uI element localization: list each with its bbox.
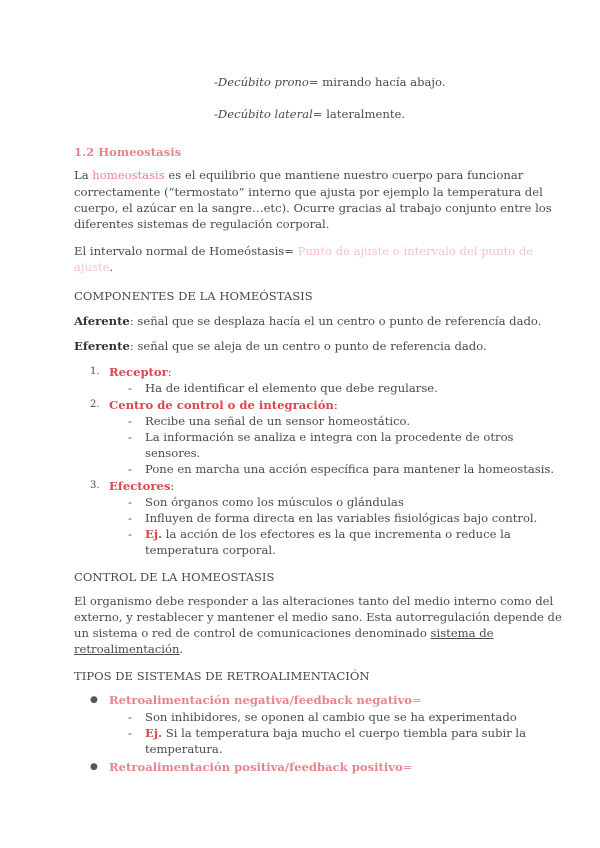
intervalo-term-1: Punto de ajuste o intervalo del punto de bbox=[297, 244, 534, 258]
negativo-example-text: Si la temperatura baja mucho el cuerpo tiembla para subir la bbox=[162, 726, 527, 740]
negativo-sub-1: Son inhibidores, se oponen al cambio que se ha experimentado bbox=[145, 710, 517, 724]
decubito-prono-text: = mirando hacía abajo. bbox=[308, 75, 446, 89]
efectores-sub-1: Son órganos como los músculos o glándulas bbox=[145, 495, 404, 509]
control-line-1: El organismo debe responder a las alteraciones tanto del medio interno como del bbox=[74, 594, 554, 608]
negativo-line bbox=[109, 692, 422, 708]
efectores-title: Efectores bbox=[109, 479, 171, 493]
positivo-eq: = bbox=[402, 760, 413, 774]
positivo-line bbox=[109, 759, 412, 775]
receptor-colon: : bbox=[167, 365, 172, 379]
efectores-example-line bbox=[145, 526, 511, 542]
control-line3-text: un sistema o red de control de comunicaciones denominado bbox=[74, 626, 431, 640]
intervalo-end: . bbox=[109, 260, 114, 274]
aferente-term: Aferente bbox=[74, 314, 130, 328]
control-heading: CONTROL DE LA HOMEOSTASIS bbox=[74, 570, 275, 584]
example-text-1: la acción de los efectores es la que incrementa o reduce la bbox=[162, 527, 511, 541]
control-line-4 bbox=[74, 641, 183, 657]
negativo-example-line-2: temperatura. bbox=[145, 742, 223, 756]
list-number-1: 1. bbox=[90, 366, 100, 377]
intro-line-1 bbox=[74, 167, 523, 183]
intro-line-2: correctamente (“termostato” interno que ajusta por ejemplo la temperatura del bbox=[74, 185, 543, 199]
dash: - bbox=[128, 495, 132, 509]
decubito-prono-line bbox=[214, 74, 445, 90]
negativo-title: Retroalimentación negativa/feedback negativo bbox=[109, 693, 413, 707]
centro-sub-2: La información se analiza e integra con la procedente de otros bbox=[145, 430, 514, 444]
centro-colon: : bbox=[333, 398, 338, 412]
negativo-eq: = bbox=[412, 693, 422, 707]
intervalo-line-1 bbox=[74, 243, 533, 259]
intervalo-text: El intervalo normal de Homeóstasis= bbox=[74, 244, 298, 258]
receptor-line bbox=[109, 364, 172, 380]
eferente-line bbox=[74, 338, 487, 354]
control-line-3 bbox=[74, 625, 494, 641]
intro-line-3: cuerpo, el azúcar en la sangre…etc). Ocurre gracias al trabajo conjunto entre los bbox=[74, 201, 552, 215]
dash: - bbox=[128, 527, 132, 541]
section-heading: 1.2 Homeostasis bbox=[74, 145, 182, 159]
centro-sub-3: Pone en marcha una acción específica para mantener la homeostasis. bbox=[145, 462, 555, 476]
eferente-term: Eferente bbox=[74, 339, 130, 353]
decubito-lateral-line bbox=[214, 106, 405, 122]
efectores-example-line-2: temperatura corporal. bbox=[145, 543, 276, 557]
dash: - bbox=[128, 414, 132, 428]
bullet-icon: ● bbox=[90, 695, 98, 705]
receptor-sub-1: Ha de identificar el elemento que debe regularse. bbox=[145, 381, 438, 395]
control-end: . bbox=[179, 642, 184, 656]
dash: - bbox=[128, 381, 132, 395]
tipos-heading: TIPOS DE SISTEMAS DE RETROALIMENTACIÓN bbox=[74, 669, 370, 683]
decubito-lateral-text: = lateralmente. bbox=[312, 107, 406, 121]
negativo-example-label: Ej. bbox=[145, 726, 163, 740]
efectores-sub-2: Influyen de forma directa en las variables fisiológicas bajo control. bbox=[145, 511, 538, 525]
homeostasis-term: homeostasis bbox=[92, 168, 165, 182]
negativo-example-line bbox=[145, 725, 526, 741]
centro-sub-2-cont: sensores. bbox=[145, 446, 201, 460]
intro-line-4: diferentes sistemas de regulación corporal. bbox=[74, 217, 330, 231]
example-label: Ej. bbox=[145, 527, 163, 541]
aferente-text: : señal que se desplaza hacía el un centro o punto de referencía dado. bbox=[129, 314, 542, 328]
intervalo-term-2: ajuste bbox=[74, 260, 110, 274]
intervalo-line-2 bbox=[74, 259, 113, 275]
bullet-icon: ● bbox=[90, 762, 98, 772]
efectores-line bbox=[109, 478, 174, 494]
centro-line bbox=[109, 397, 338, 413]
dash: - bbox=[128, 511, 132, 525]
aferente-line bbox=[74, 313, 541, 329]
receptor-title: Receptor bbox=[109, 365, 168, 379]
decubito-prono-term: -Decúbito prono bbox=[214, 75, 309, 89]
control-line-2: externo, y restablecer y mantener el medio sano. Esta autorregulación depende de bbox=[74, 610, 562, 624]
dash: - bbox=[128, 710, 132, 724]
intro-la: La bbox=[74, 168, 93, 182]
positivo-title: Retroalimentación positiva/feedback positivo bbox=[109, 760, 403, 774]
componentes-heading: COMPONENTES DE LA HOMEÓSTASIS bbox=[74, 289, 313, 303]
eferente-text: : señal que se aleja de un centro o punto de referencia dado. bbox=[129, 339, 487, 353]
intro-line1-text: es el equilibrio que mantiene nuestro cuerpo para funcionar bbox=[164, 168, 524, 182]
list-number-2: 2. bbox=[90, 399, 100, 410]
dash: - bbox=[128, 430, 132, 444]
efectores-colon: : bbox=[170, 479, 175, 493]
retroalimentacion-link: retroalimentación bbox=[74, 642, 180, 656]
sistema-link: sistema de bbox=[430, 626, 494, 640]
centro-title: Centro de control o de integración bbox=[109, 398, 334, 412]
list-number-3: 3. bbox=[90, 480, 100, 491]
decubito-lateral-term: -Decúbito lateral bbox=[214, 107, 313, 121]
dash: - bbox=[128, 462, 132, 476]
centro-sub-1: Recibe una señal de un sensor homeostático. bbox=[145, 414, 411, 428]
dash: - bbox=[128, 726, 132, 740]
